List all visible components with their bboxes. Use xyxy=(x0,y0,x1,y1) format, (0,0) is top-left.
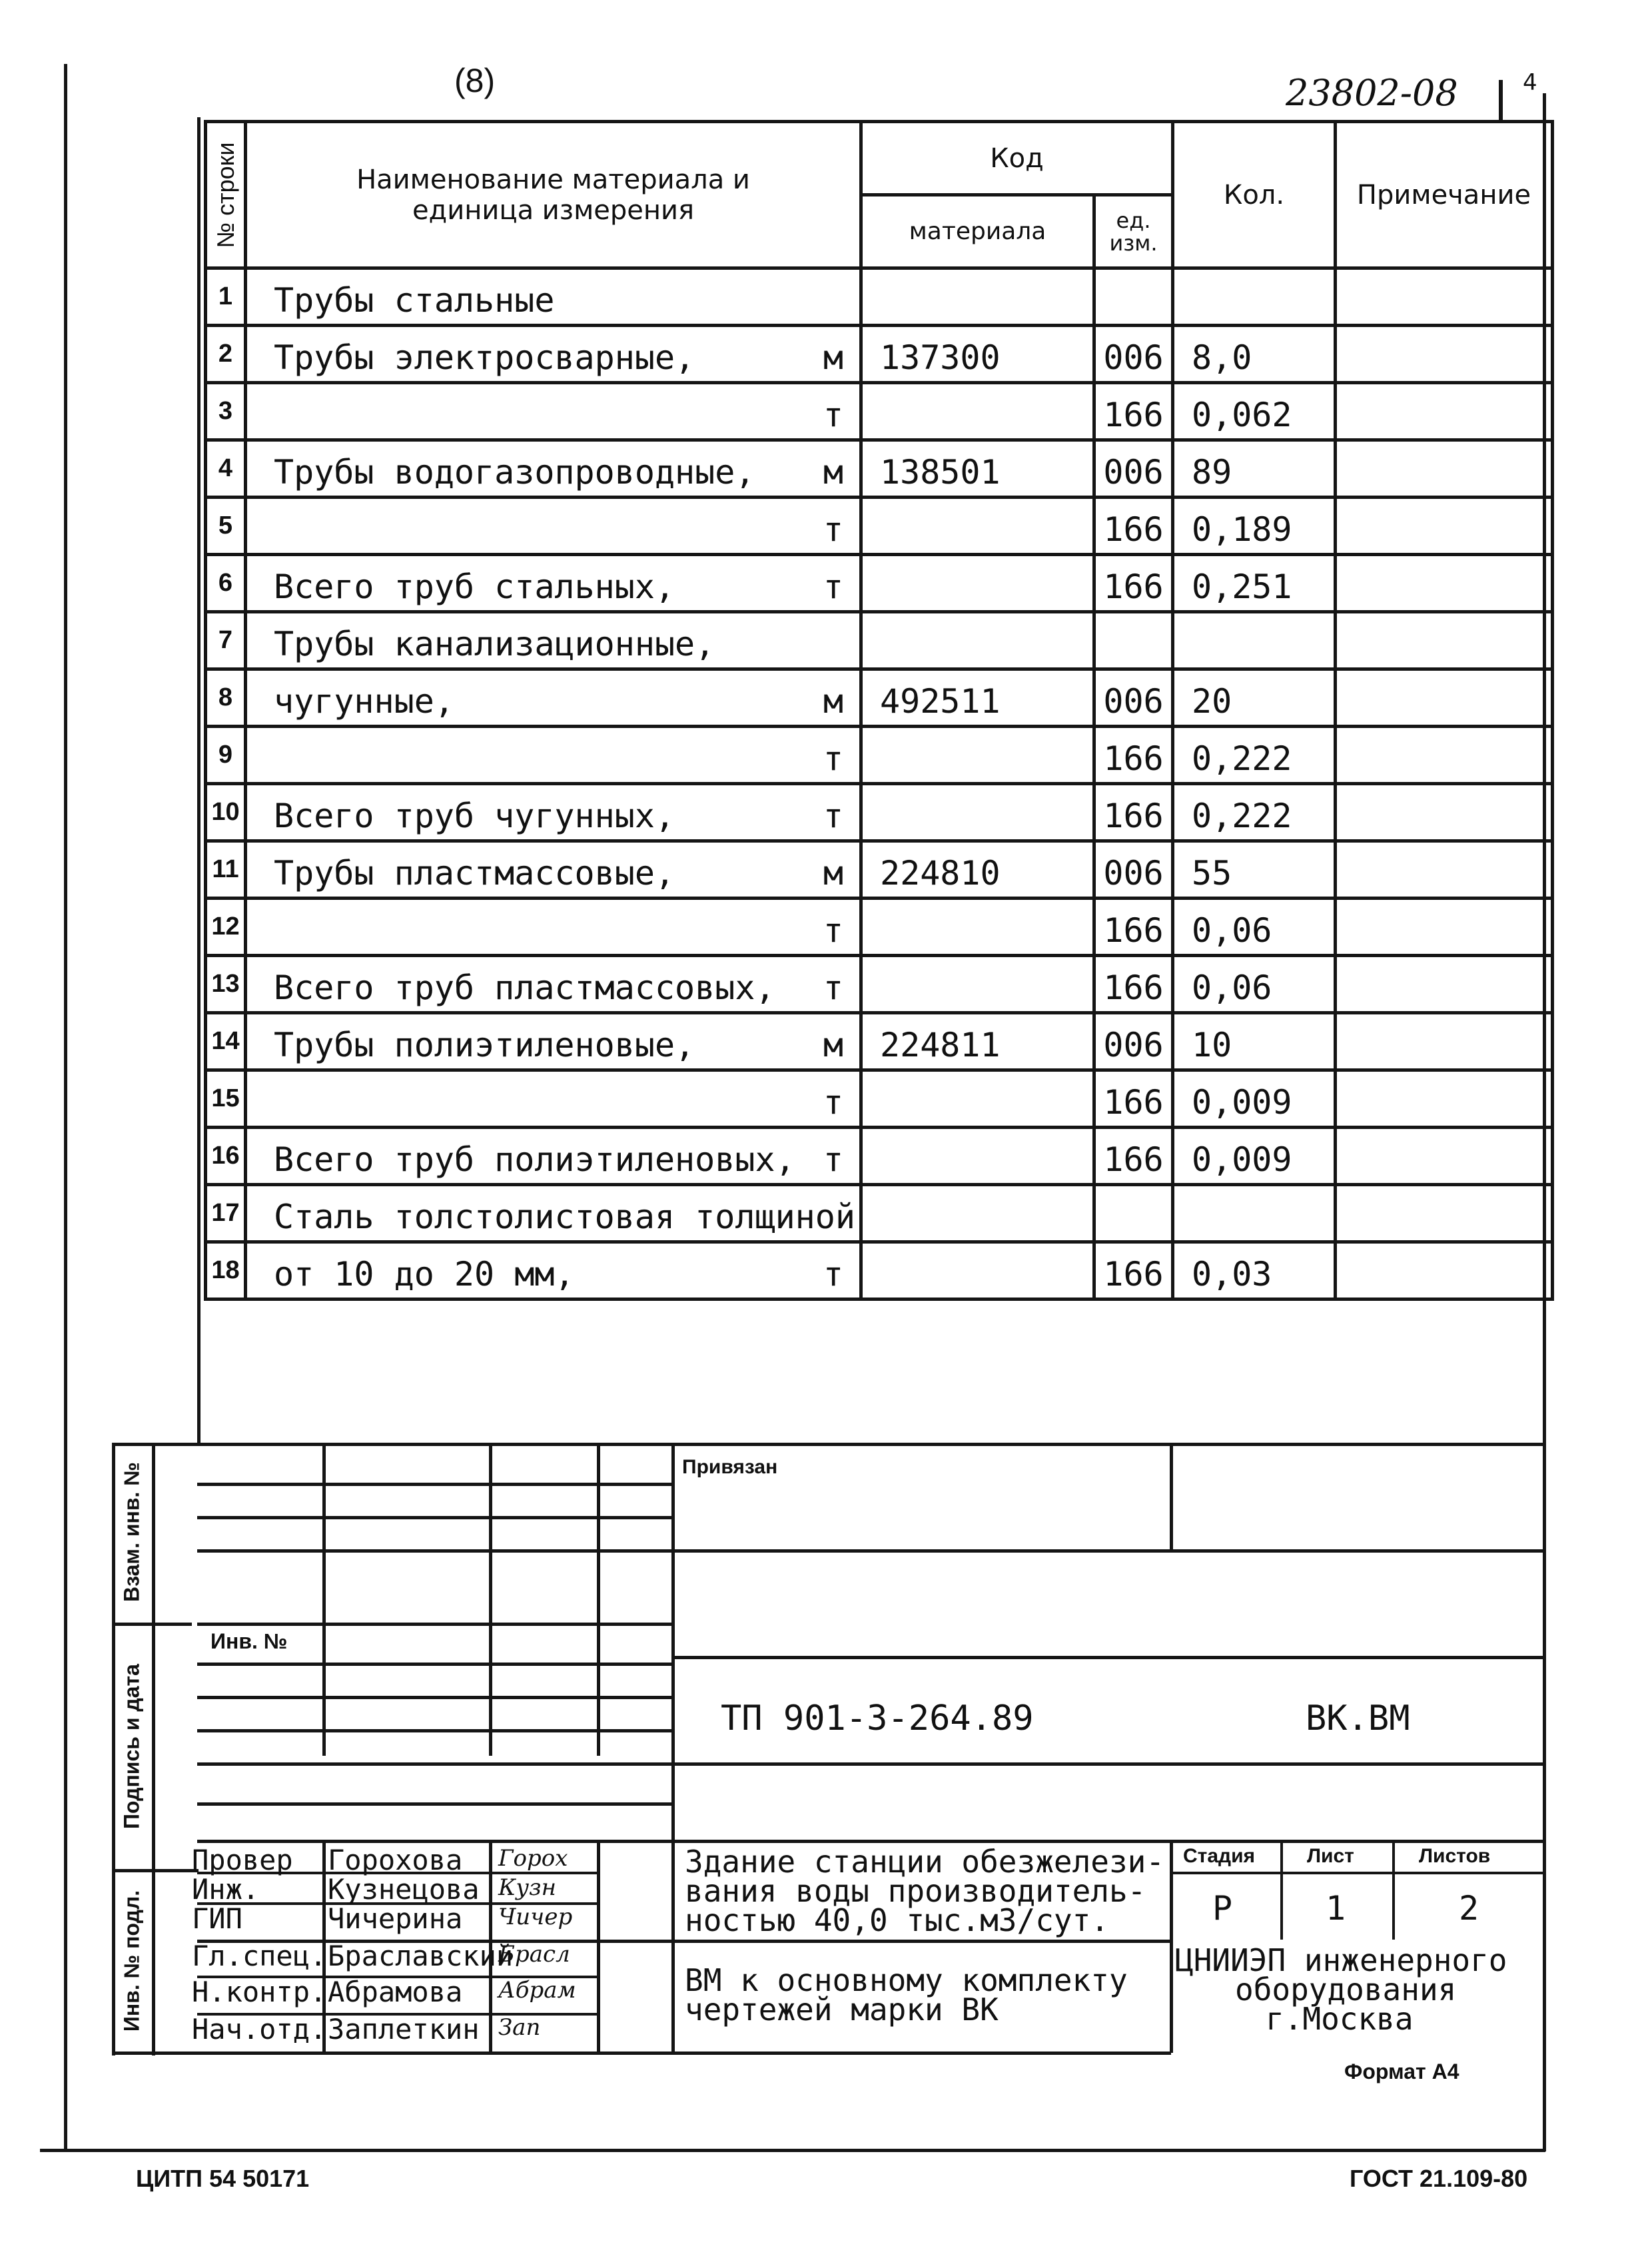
table-row xyxy=(206,1013,1553,1070)
row-note xyxy=(1336,899,1553,956)
signer-name: Браславский xyxy=(328,1940,514,1972)
tb-stamp-left-line xyxy=(112,1443,115,2055)
signer-signature: Чичер xyxy=(498,1904,573,1930)
row-qty: 8,0 xyxy=(1173,326,1336,383)
row-name xyxy=(246,784,861,841)
table-row xyxy=(206,784,1553,841)
row-number: 18 xyxy=(206,1242,246,1300)
subtitle-line-1: ВМ к основному комплекту xyxy=(685,1962,1128,1998)
doc-code: ТП 901-3-264.89 xyxy=(721,1698,1034,1738)
frame-inner-left-line xyxy=(197,117,201,1443)
row-number: 17 xyxy=(206,1185,246,1242)
tb-grid-h10 xyxy=(197,1840,1545,1843)
tb-right-h3 xyxy=(671,1762,1545,1766)
row-name xyxy=(246,841,861,899)
row-unit-text: м xyxy=(823,854,843,893)
bottom-left-code: ЦИТП 54 50171 xyxy=(136,2165,310,2192)
row-name-text: Трубы пластмассовые, xyxy=(274,854,675,893)
row-number: 15 xyxy=(206,1070,246,1128)
inv-no-label: Инв. № xyxy=(210,1629,288,1653)
row-qty: 89 xyxy=(1173,440,1336,498)
signer-signature: Брасл xyxy=(498,1941,570,1968)
row-note xyxy=(1336,555,1553,612)
row-name-text: Всего труб пластмассовых, xyxy=(274,968,775,1007)
side-label-vzam: Взам. инв. № xyxy=(119,1462,144,1602)
tb-right-h-stage xyxy=(1170,1872,1545,1874)
sheet-value: 1 xyxy=(1326,1889,1346,1928)
row-name-text: Сталь толстолистовая толщиной xyxy=(274,1198,855,1236)
signer-role: Гл.спец. xyxy=(192,1940,327,1972)
row-unit-code: 166 xyxy=(1094,1242,1173,1300)
row-number: 4 xyxy=(206,440,246,498)
row-name xyxy=(246,669,861,727)
table-row xyxy=(206,498,1553,555)
row-number: 14 xyxy=(206,1013,246,1070)
tb-grid-h6 xyxy=(197,1696,673,1699)
signer-name: Чичерина xyxy=(328,1902,463,1935)
doc-number: 23802-08 xyxy=(1286,72,1458,114)
table-row xyxy=(206,727,1553,784)
row-unit-code xyxy=(1094,612,1173,669)
table-row xyxy=(206,555,1553,612)
tb-grid-h8 xyxy=(197,1762,673,1766)
row-name xyxy=(246,1070,861,1128)
spec-table xyxy=(204,120,1554,1301)
row-name-text: Трубы электросварные, xyxy=(274,338,695,377)
tb-grid-h4 xyxy=(197,1623,673,1626)
row-note xyxy=(1336,1128,1553,1185)
row-number: 3 xyxy=(206,383,246,440)
title-line-3: ностью 40,0 тыс.м3/сут. xyxy=(685,1902,1109,1938)
format-label: Формат А4 xyxy=(1344,2059,1459,2083)
table-row xyxy=(206,440,1553,498)
signer-role: Н.контр. xyxy=(192,1976,327,2008)
row-material-code xyxy=(861,899,1094,956)
table-row xyxy=(206,612,1553,669)
row-unit-code: 006 xyxy=(1094,440,1173,498)
row-name xyxy=(246,498,861,555)
row-note xyxy=(1336,669,1553,727)
side-label-inv-podl: Инв. № подл. xyxy=(119,1890,144,2032)
row-note xyxy=(1336,1185,1553,1242)
row-material-code xyxy=(861,268,1094,326)
row-unit-text: т xyxy=(823,1255,843,1294)
title-line-2: вания воды производитель- xyxy=(685,1873,1146,1909)
row-unit-text: т xyxy=(823,739,843,778)
row-name xyxy=(246,326,861,383)
stage-value: Р xyxy=(1212,1889,1233,1928)
row-unit-text: т xyxy=(823,567,843,606)
signer-role: Инж. xyxy=(192,1873,260,1906)
table-row xyxy=(206,841,1553,899)
table-row xyxy=(206,669,1553,727)
row-number: 12 xyxy=(206,899,246,956)
row-qty: 0,222 xyxy=(1173,727,1336,784)
row-unit-text: т xyxy=(823,911,843,950)
row-name-text: Трубы канализационные, xyxy=(274,625,715,663)
row-qty: 0,222 xyxy=(1173,784,1336,841)
tb-right-v-privyazan xyxy=(1170,1443,1173,1549)
row-unit-code: 166 xyxy=(1094,498,1173,555)
row-material-code xyxy=(861,784,1094,841)
row-unit-text: м xyxy=(823,453,843,492)
row-note xyxy=(1336,612,1553,669)
sheets-label: Листов xyxy=(1419,1845,1491,1867)
doc-mark: ВК.ВМ xyxy=(1306,1698,1410,1738)
tb-grid-h7 xyxy=(197,1729,673,1732)
signer-role: ГИП xyxy=(192,1902,242,1935)
row-note xyxy=(1336,841,1553,899)
row-qty xyxy=(1173,268,1336,326)
row-qty: 10 xyxy=(1173,1013,1336,1070)
row-name xyxy=(246,1128,861,1185)
row-number: 11 xyxy=(206,841,246,899)
row-material-code xyxy=(861,498,1094,555)
row-material-code xyxy=(861,1128,1094,1185)
row-unit-text: т xyxy=(823,396,843,434)
signer-role: Провер xyxy=(192,1844,293,1876)
row-name xyxy=(246,555,861,612)
tb-right-h1 xyxy=(671,1549,1545,1553)
row-unit-code: 166 xyxy=(1094,555,1173,612)
row-note xyxy=(1336,1070,1553,1128)
row-material-code xyxy=(861,956,1094,1013)
table-row xyxy=(206,326,1553,383)
title-line-1: Здание станции обезжелези- xyxy=(685,1844,1165,1880)
signer-name: Абрамова xyxy=(328,1976,463,2008)
tb-grid-v1 xyxy=(322,1443,326,1756)
subtitle-line-2: чертежей марки ВК xyxy=(685,1992,999,2028)
row-name xyxy=(246,1242,861,1300)
row-material-code: 492511 xyxy=(861,669,1094,727)
row-qty: 0,06 xyxy=(1173,899,1336,956)
tb-grid-h9 xyxy=(197,1802,673,1806)
row-unit-code: 166 xyxy=(1094,784,1173,841)
signer-signature: Зап xyxy=(498,2014,541,2041)
row-unit-code: 166 xyxy=(1094,956,1173,1013)
tb-grid-v3b xyxy=(597,1840,600,2053)
table-row xyxy=(206,956,1553,1013)
row-material-code xyxy=(861,1070,1094,1128)
tb-grid-h3 xyxy=(197,1549,673,1553)
sheet-label: Лист xyxy=(1307,1845,1354,1867)
row-name-text: Трубы полиэтиленовые, xyxy=(274,1026,695,1064)
row-unit-code: 166 xyxy=(1094,383,1173,440)
row-name-text: Трубы водогазопроводные, xyxy=(274,453,755,492)
privyazan-label: Привязан xyxy=(682,1456,778,1478)
row-note xyxy=(1336,784,1553,841)
row-unit-text: т xyxy=(823,1083,843,1122)
row-material-code xyxy=(861,1185,1094,1242)
row-qty xyxy=(1173,612,1336,669)
signer-name: Кузнецова xyxy=(328,1873,480,1906)
row-unit-text: т xyxy=(823,797,843,835)
table-row xyxy=(206,1070,1553,1128)
tb-grid-v4 xyxy=(671,1443,675,2053)
row-note xyxy=(1336,440,1553,498)
tb-top-line xyxy=(113,1443,1545,1446)
row-material-code: 137300 xyxy=(861,326,1094,383)
table-row xyxy=(206,383,1553,440)
row-unit-text: м xyxy=(823,682,843,721)
signer-signature: Горох xyxy=(498,1845,568,1872)
row-material-code: 224810 xyxy=(861,841,1094,899)
row-unit-code: 006 xyxy=(1094,841,1173,899)
row-qty: 0,009 xyxy=(1173,1128,1336,1185)
org-line-2: оборудования xyxy=(1235,1972,1457,2008)
frame-left-line xyxy=(64,64,67,2149)
frame-bottom-line xyxy=(40,2149,1545,2152)
bottom-right-gost: ГОСТ 21.109-80 xyxy=(1350,2165,1528,2192)
header-code: Код xyxy=(861,122,1173,195)
table-row xyxy=(206,1242,1553,1300)
tb-grid-h5 xyxy=(197,1663,673,1666)
row-unit-code: 006 xyxy=(1094,1013,1173,1070)
row-name xyxy=(246,440,861,498)
tb-grid-h2 xyxy=(197,1516,673,1519)
row-unit-text: т xyxy=(823,1140,843,1179)
row-number: 16 xyxy=(206,1128,246,1185)
tb-bottom-line xyxy=(112,2052,1171,2055)
row-material-code xyxy=(861,1242,1094,1300)
header-name: Наименование материала и единица измерения xyxy=(246,122,861,268)
tb-stamp-sep2 xyxy=(112,1869,199,1872)
row-name xyxy=(246,1185,861,1242)
side-label-podpis: Подпись и дата xyxy=(119,1664,144,1829)
row-note xyxy=(1336,1242,1553,1300)
row-unit-text: т xyxy=(823,510,843,549)
row-number: 6 xyxy=(206,555,246,612)
signer-role: Нач.отд. xyxy=(192,2013,327,2046)
row-unit-text: т xyxy=(823,968,843,1007)
row-note xyxy=(1336,326,1553,383)
row-material-code: 224811 xyxy=(861,1013,1094,1070)
stage-label: Стадия xyxy=(1183,1845,1256,1867)
row-note xyxy=(1336,1013,1553,1070)
row-unit-text: м xyxy=(823,1026,843,1064)
row-qty: 0,189 xyxy=(1173,498,1336,555)
row-material-code xyxy=(861,383,1094,440)
tb-right-v-sheet xyxy=(1280,1840,1283,1940)
row-note xyxy=(1336,268,1553,326)
row-unit-code: 166 xyxy=(1094,1128,1173,1185)
row-unit-text: м xyxy=(823,338,843,377)
row-qty: 0,06 xyxy=(1173,956,1336,1013)
row-qty: 20 xyxy=(1173,669,1336,727)
signer-signature: Абрам xyxy=(498,1977,576,2004)
tb-stamp-sep1 xyxy=(112,1623,192,1626)
row-name xyxy=(246,956,861,1013)
signer-name: Заплеткин xyxy=(328,2013,480,2046)
row-name-text: Трубы стальные xyxy=(274,281,555,320)
table-row xyxy=(206,1185,1553,1242)
row-number: 9 xyxy=(206,727,246,784)
row-name xyxy=(246,1013,861,1070)
row-number: 2 xyxy=(206,326,246,383)
row-material-code xyxy=(861,727,1094,784)
row-name xyxy=(246,727,861,784)
row-unit-code: 166 xyxy=(1094,899,1173,956)
row-number: 1 xyxy=(206,268,246,326)
row-number: 7 xyxy=(206,612,246,669)
header-unit-code: ед. изм. xyxy=(1094,195,1173,268)
row-number: 10 xyxy=(206,784,246,841)
org-line-1: ЦНИИЭП инженерного xyxy=(1175,1942,1507,1978)
tb-grid-v2 xyxy=(489,1443,492,1756)
row-number: 5 xyxy=(206,498,246,555)
row-name xyxy=(246,383,861,440)
row-qty: 0,03 xyxy=(1173,1242,1336,1300)
row-unit-code xyxy=(1094,268,1173,326)
row-qty: 55 xyxy=(1173,841,1336,899)
row-name-text: Всего труб полиэтиленовых, xyxy=(274,1140,795,1179)
row-unit-code: 166 xyxy=(1094,1070,1173,1128)
row-material-code: 138501 xyxy=(861,440,1094,498)
row-qty xyxy=(1173,1185,1336,1242)
sheets-value: 2 xyxy=(1459,1889,1479,1928)
table-row xyxy=(206,268,1553,326)
frame-top-right-tick xyxy=(1499,80,1503,120)
header-qty: Кол. xyxy=(1173,122,1336,268)
row-name xyxy=(246,268,861,326)
row-name-text: Всего труб стальных, xyxy=(274,567,675,606)
tb-right-v-sheets xyxy=(1392,1840,1395,1940)
row-note xyxy=(1336,383,1553,440)
row-name-text: Всего труб чугунных, xyxy=(274,797,675,835)
row-qty: 0,251 xyxy=(1173,555,1336,612)
signer-name: Горохова xyxy=(328,1844,463,1876)
tb-right-h2 xyxy=(671,1656,1545,1659)
row-note xyxy=(1336,727,1553,784)
row-unit-code: 006 xyxy=(1094,326,1173,383)
row-name-text: чугунные, xyxy=(274,682,454,721)
row-unit-code xyxy=(1094,1185,1173,1242)
row-material-code xyxy=(861,555,1094,612)
org-line-3: г.Москва xyxy=(1266,2001,1414,2037)
row-qty: 0,062 xyxy=(1173,383,1336,440)
row-unit-code: 006 xyxy=(1094,669,1173,727)
corner-mark: 4 xyxy=(1523,69,1537,96)
row-name-text: от 10 до 20 мм, xyxy=(274,1255,575,1294)
page-label: (8) xyxy=(454,62,496,99)
row-note xyxy=(1336,956,1553,1013)
tb-grid-h1 xyxy=(197,1483,673,1486)
row-name xyxy=(246,899,861,956)
table-row xyxy=(206,1128,1553,1185)
tb-grid-v3 xyxy=(597,1443,600,1756)
row-name xyxy=(246,612,861,669)
row-number: 13 xyxy=(206,956,246,1013)
row-unit-code: 166 xyxy=(1094,727,1173,784)
header-material: материала xyxy=(861,195,1094,268)
header-note: Примечание xyxy=(1336,122,1553,268)
row-qty: 0,009 xyxy=(1173,1070,1336,1128)
row-number: 8 xyxy=(206,669,246,727)
table-row xyxy=(206,899,1553,956)
row-note xyxy=(1336,498,1553,555)
tb-stamp-right-line xyxy=(152,1443,155,2055)
header-row-no: № строки xyxy=(206,122,246,268)
signer-signature: Кузн xyxy=(498,1874,556,1901)
row-material-code xyxy=(861,612,1094,669)
